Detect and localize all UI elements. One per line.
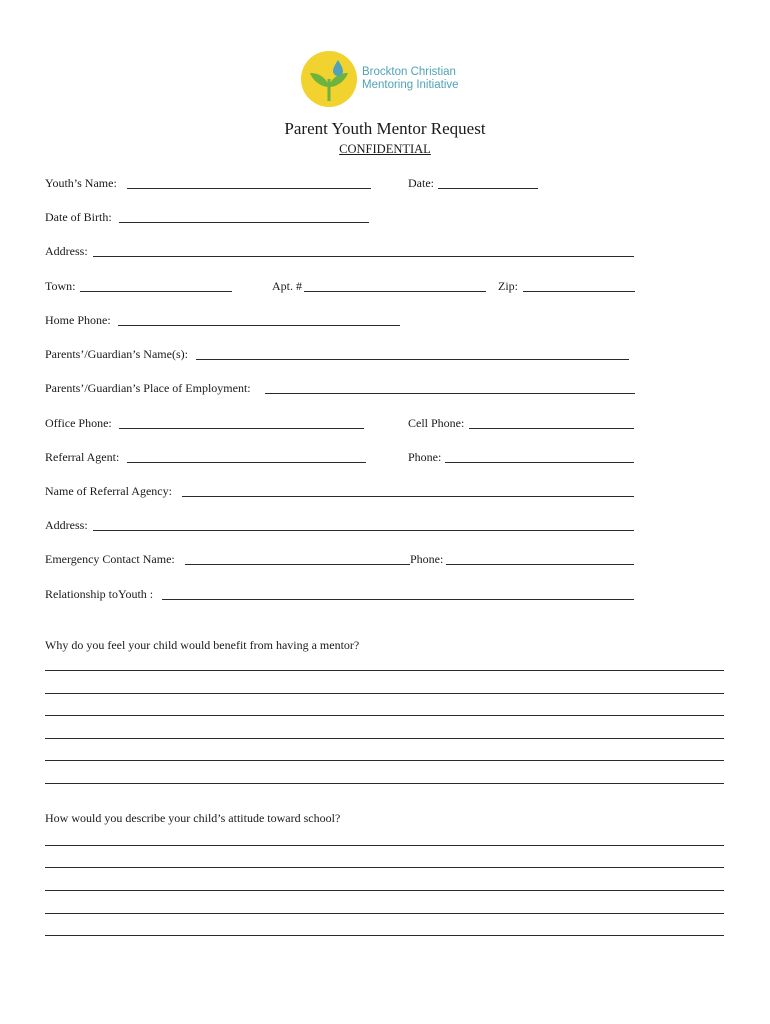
phone-label: Phone:: [408, 450, 442, 464]
dob-field[interactable]: [119, 222, 369, 223]
referral-agent-field[interactable]: [127, 462, 366, 463]
question-2: How would you describe your child’s attitude toward school?: [45, 811, 341, 825]
referral-agency-field[interactable]: [182, 496, 634, 497]
cell-phone-field[interactable]: [469, 428, 634, 429]
answer-2-line[interactable]: [45, 867, 724, 868]
guardian-names-label: Parents’/Guardian’s Name(s):: [45, 347, 188, 361]
answer-2-line[interactable]: [45, 845, 724, 846]
date-field[interactable]: [438, 188, 538, 189]
answer-1-line[interactable]: [45, 715, 724, 716]
answer-1-line[interactable]: [45, 783, 724, 784]
guardian-employment-label: Parents’/Guardian’s Place of Employment:: [45, 381, 251, 395]
youth-name-label: Youth’s Name:: [45, 176, 117, 190]
relationship-label: Relationship toYouth :: [45, 587, 154, 601]
dob-label: Date of Birth:: [45, 210, 112, 224]
form-subtitle: CONFIDENTIAL: [339, 142, 431, 156]
guardian-employment-field[interactable]: [265, 393, 635, 394]
address-field[interactable]: [93, 256, 634, 257]
guardian-names-field[interactable]: [196, 359, 629, 360]
home-phone-label: Home Phone:: [45, 313, 111, 327]
zip-label: Zip:: [498, 279, 518, 293]
emergency-phone-label: Phone:: [410, 552, 444, 566]
relationship-field[interactable]: [162, 599, 634, 600]
office-phone-field[interactable]: [119, 428, 364, 429]
sprout-icon: [301, 51, 357, 107]
town-label: Town:: [45, 279, 76, 293]
town-field[interactable]: [80, 291, 232, 292]
logo-line-1: Brockton Christian: [362, 66, 456, 78]
phone-field[interactable]: [445, 462, 634, 463]
answer-2-line[interactable]: [45, 935, 724, 936]
office-phone-label: Office Phone:: [45, 416, 112, 430]
apt-field[interactable]: [304, 291, 486, 292]
answer-2-line[interactable]: [45, 890, 724, 891]
answer-1-line[interactable]: [45, 693, 724, 694]
zip-field[interactable]: [523, 291, 635, 292]
answer-2-line[interactable]: [45, 913, 724, 914]
agency-address-field[interactable]: [93, 530, 634, 531]
referral-agency-label: Name of Referral Agency:: [45, 484, 172, 498]
emergency-contact-label: Emergency Contact Name:: [45, 552, 175, 566]
form-title: Parent Youth Mentor Request: [284, 119, 486, 138]
question-1: Why do you feel your child would benefit from having a mentor?: [45, 638, 360, 652]
answer-1-line[interactable]: [45, 760, 724, 761]
home-phone-field[interactable]: [118, 325, 400, 326]
cell-phone-label: Cell Phone:: [408, 416, 465, 430]
emergency-phone-field[interactable]: [446, 564, 634, 565]
answer-1-line[interactable]: [45, 670, 724, 671]
logo-line-2: Mentoring Initiative: [362, 79, 459, 91]
youth-name-field[interactable]: [127, 188, 371, 189]
address-label: Address:: [45, 244, 88, 258]
date-label: Date:: [408, 176, 434, 190]
answer-1-line[interactable]: [45, 738, 724, 739]
agency-address-label: Address:: [45, 518, 88, 532]
emergency-contact-field[interactable]: [185, 564, 410, 565]
referral-agent-label: Referral Agent:: [45, 450, 120, 464]
apt-label: Apt. #: [272, 279, 302, 293]
